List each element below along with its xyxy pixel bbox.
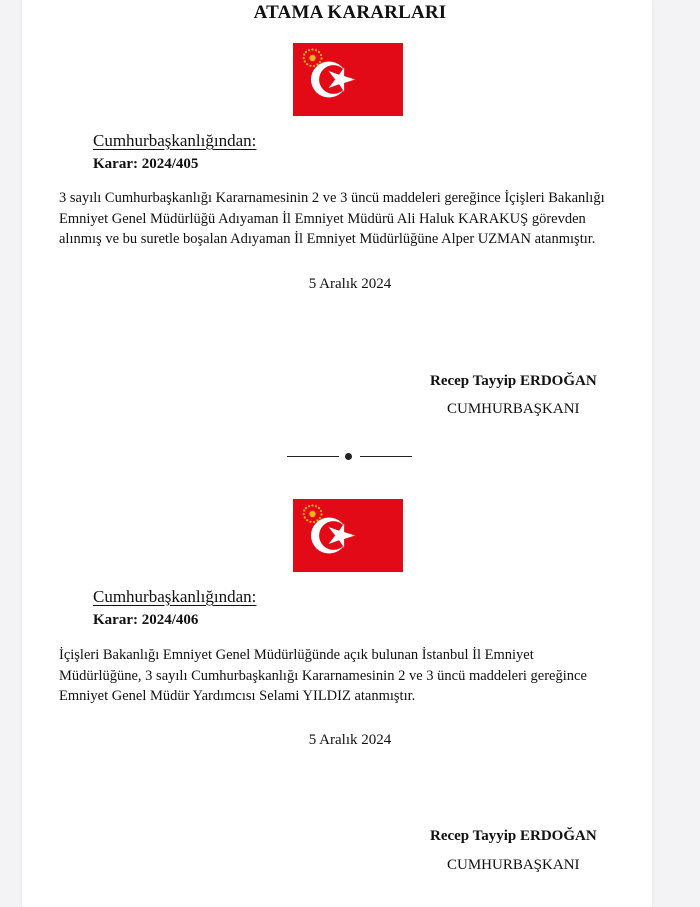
separator-line: [360, 456, 412, 457]
decision-text-line: alınmış ve bu suretle boşalan Adıyaman İl Emniyet Müdürlüğüne Alper UZMAN atanmıştır.: [59, 231, 596, 247]
decision-date: 5 Aralık 2024: [308, 732, 392, 748]
signer-name: Recep Tayyip ERDOĞAN: [430, 373, 597, 389]
separator-dot-icon: [345, 453, 352, 460]
decision-number: Karar: 2024/406: [93, 612, 199, 628]
decision-text-line: Emniyet Genel Müdür Yardımcısı Selami YILDIZ atanmıştır.: [59, 688, 416, 704]
decision-text: [59, 188, 640, 250]
section-separator: [287, 456, 413, 458]
issuing-authority: Cumhurbaşkanlığından:: [93, 587, 257, 606]
decision-text-line: Müdürlüğüne, 3 sayılı Cumhurbaşkanlığı Kararnamesinin 2 ve 3 üncü maddeleri gereğince: [59, 667, 587, 684]
decision-date: 5 Aralık 2024: [308, 276, 392, 292]
decision-text-line: Emniyet Genel Müdürlüğü Adıyaman İl Emniyet Müdürü Ali Haluk KARAKUŞ görevden: [59, 210, 586, 227]
signer-title: CUMHURBAŞKANI: [447, 401, 580, 417]
decision-text-line: 3 sayılı Cumhurbaşkanlığı Kararnamesinin 2 ve 3 üncü maddeleri gereğince İçişleri Bakanlığı: [59, 190, 605, 206]
decision-text: [59, 645, 640, 707]
page-title: ATAMA KARARLARI: [253, 2, 447, 23]
decision-text-line: İçişleri Bakanlığı Emniyet Genel Müdürlüğünde açık bulunan İstanbul İl Emniyet: [59, 647, 534, 663]
turkish-flag-icon: [293, 499, 403, 572]
turkish-flag-icon: [293, 43, 403, 116]
signer-title: CUMHURBAŞKANI: [447, 857, 580, 873]
signer-name: Recep Tayyip ERDOĞAN: [430, 828, 597, 844]
separator-line: [287, 456, 339, 457]
decision-number: Karar: 2024/405: [93, 156, 199, 172]
issuing-authority: Cumhurbaşkanlığından:: [93, 131, 257, 150]
